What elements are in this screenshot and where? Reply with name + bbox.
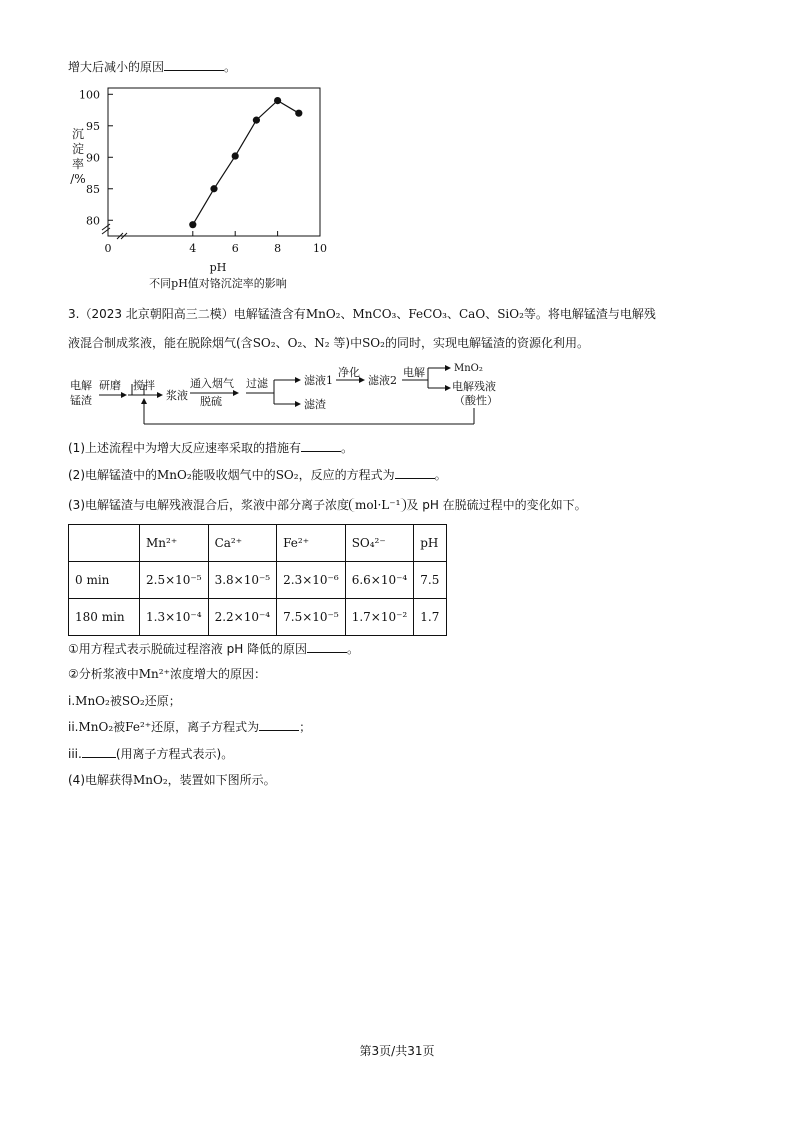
qii-post: 还原，离子方程式为 bbox=[151, 720, 260, 734]
table-header-cell: Ca²⁺ bbox=[208, 525, 277, 562]
flow-start-1: 电解 bbox=[70, 379, 92, 392]
series-line bbox=[193, 101, 299, 225]
flow-filter: 过滤 bbox=[246, 377, 268, 390]
y-axis-label: 淀 bbox=[71, 142, 85, 156]
flow-waste: 电解残液 bbox=[452, 380, 496, 393]
flow-purify: 净化 bbox=[338, 366, 360, 379]
gas-so2: SO₂ bbox=[275, 468, 299, 482]
data-point bbox=[232, 152, 239, 159]
q2-pre: ②分析浆液中 bbox=[68, 667, 139, 681]
gas-so2-2: SO₂ bbox=[362, 336, 385, 350]
table-cell: 7.5×10⁻⁵ bbox=[277, 599, 346, 636]
chart-title: 不同pH值对铬沉淀率的影响 bbox=[149, 277, 287, 290]
table-row bbox=[69, 599, 447, 636]
sub4-pre: (4)电解获得 bbox=[68, 773, 133, 787]
gas-so2: SO₂ bbox=[252, 336, 276, 350]
answer-blank bbox=[395, 466, 435, 479]
q3-line2-mid: )中 bbox=[345, 336, 363, 350]
table-cell: 0 min bbox=[69, 562, 140, 599]
table-cell: 2.2×10⁻⁴ bbox=[208, 599, 277, 636]
table-cell: 2.5×10⁻⁵ bbox=[140, 562, 209, 599]
intro-end: 。 bbox=[224, 60, 237, 74]
sub3 bbox=[68, 496, 587, 513]
table-cell: 1.3×10⁻⁴ bbox=[140, 599, 209, 636]
flow-grind: 研磨 bbox=[99, 379, 121, 392]
plot-frame bbox=[108, 88, 320, 236]
x-tick-label: 8 bbox=[274, 242, 282, 255]
flow-mno2: MnO₂ bbox=[454, 363, 483, 374]
ion-fe: Fe²⁺ bbox=[125, 720, 152, 734]
table-cell: 7.5 bbox=[414, 562, 447, 599]
y-axis-label: /% bbox=[70, 172, 86, 186]
table-cell: 2.3×10⁻⁶ bbox=[277, 562, 346, 599]
sub3-post: 及 pH 在脱硫过程中的变化如下。 bbox=[406, 498, 587, 512]
qi-post: 还原； bbox=[144, 694, 181, 708]
q-circle-2 bbox=[68, 665, 266, 682]
qiii-pre: iii. bbox=[68, 747, 82, 761]
answer-blank bbox=[301, 439, 341, 452]
table-cell: 1.7×10⁻² bbox=[345, 599, 414, 636]
q-i bbox=[68, 692, 181, 709]
q3-line1-rest: 等。将电解锰渣与电解残 bbox=[523, 307, 656, 321]
table-header-cell: SO₄²⁻ bbox=[345, 525, 414, 562]
q3-line2-text: 液混合制成浆液，能在脱除烟气(含 bbox=[68, 336, 253, 350]
y-tick-label: 95 bbox=[86, 119, 100, 133]
y-tick-label: 80 bbox=[86, 214, 100, 228]
page-footer: 第3页/共31页 bbox=[359, 1044, 435, 1058]
q3-line1: 3.（2023 北京朝阳高三二模）电解锰渣含有MnO₂、MnCO₃、FeCO₃、CaO、SiO₂等。将电解锰渣与电解残 bbox=[68, 307, 656, 321]
concentration-unit: mol·L⁻¹ bbox=[349, 498, 406, 512]
sub1-end: 。 bbox=[341, 441, 354, 455]
q3-line2: 液混合制成浆液，能在脱除烟气(含SO₂、O₂、N₂ 等)中SO₂的同时，实现电解锰渣的资源化利用。 bbox=[68, 336, 589, 350]
q3-line2-end: 的同时，实现电解锰渣的资源化利用。 bbox=[384, 336, 589, 350]
qiii-post: (用离子方程式表示)。 bbox=[115, 747, 234, 761]
qii-mid: 被 bbox=[113, 720, 126, 734]
x-tick-label: 4 bbox=[189, 242, 197, 255]
x-tick-label: 6 bbox=[231, 242, 239, 255]
answer-blank bbox=[307, 640, 347, 653]
sub4 bbox=[68, 771, 276, 788]
gas-n2: N₂ 等 bbox=[314, 336, 346, 350]
table-cell: 180 min bbox=[69, 599, 140, 636]
axis-break-marks bbox=[102, 224, 127, 239]
data-point bbox=[274, 97, 281, 104]
flow-slurry: 浆液 bbox=[166, 389, 188, 402]
sub1-text: (1)上述流程中为增大反应速率采取的措施有 bbox=[68, 441, 301, 455]
flow-gas-in: 通入烟气 bbox=[190, 377, 234, 390]
precipitation-chart bbox=[60, 82, 340, 294]
qi-pre: i. bbox=[68, 694, 76, 708]
y-tick-label: 100 bbox=[79, 88, 100, 102]
intro-text: 增大后减小的原因 bbox=[68, 60, 165, 74]
flow-residue: 滤渣 bbox=[304, 398, 326, 411]
table-cell: 6.6×10⁻⁴ bbox=[345, 562, 414, 599]
answer-blank bbox=[164, 58, 224, 71]
data-point bbox=[253, 117, 260, 124]
answer-blank bbox=[259, 718, 299, 731]
gas-so2: SO₂ bbox=[121, 694, 145, 708]
sub3-pre: (3)电解锰渣与电解残液混合后，浆液中部分离子浓度 bbox=[68, 498, 350, 512]
table-cell: 3.8×10⁻⁵ bbox=[208, 562, 277, 599]
data-point bbox=[189, 221, 196, 228]
y-tick-label: 85 bbox=[86, 182, 100, 196]
ion-concentration-table bbox=[68, 524, 447, 636]
table-header-cell: Mn²⁺ bbox=[140, 525, 209, 562]
sub4-post: ，装置如下图所示。 bbox=[167, 773, 276, 787]
qii-end: ； bbox=[299, 720, 312, 734]
intro-line bbox=[68, 58, 236, 75]
flow-stir: 搅拌 bbox=[133, 379, 155, 392]
formula-cao: CaO bbox=[459, 307, 486, 321]
table-header-row bbox=[69, 525, 447, 562]
qii-pre: ii. bbox=[68, 720, 79, 734]
table-header-cell: pH bbox=[414, 525, 447, 562]
gas-o2: O₂ bbox=[287, 336, 303, 350]
data-point bbox=[295, 110, 302, 117]
flow-acidic: （酸性） bbox=[454, 394, 498, 407]
q-ii bbox=[68, 718, 311, 735]
table-cell: 1.7 bbox=[414, 599, 447, 636]
flow-start-2: 锰渣 bbox=[70, 394, 92, 407]
y-tick-label: 90 bbox=[86, 151, 100, 165]
flow-filtrate2: 滤液2 bbox=[368, 374, 397, 387]
q-iii bbox=[68, 745, 233, 762]
x-tick-label: 0 bbox=[104, 242, 112, 255]
y-axis-label: 沉 bbox=[71, 127, 85, 141]
x-tick-label: 10 bbox=[313, 242, 327, 255]
formula-mno2: MnO₂ bbox=[75, 694, 110, 708]
table-row bbox=[69, 562, 447, 599]
sub1 bbox=[68, 439, 353, 456]
sub2-end: 。 bbox=[434, 468, 447, 482]
formula-feco3: FeCO₃ bbox=[408, 307, 447, 321]
flow-filtrate1: 滤液1 bbox=[304, 374, 333, 387]
flow-electrolysis: 电解 bbox=[403, 366, 425, 379]
table-header-cell: Fe²⁺ bbox=[277, 525, 346, 562]
q1-end: 。 bbox=[347, 642, 360, 656]
sub2-pre: (2)电解锰渣中的 bbox=[68, 468, 157, 482]
formula-sio2: SiO₂ bbox=[497, 307, 524, 321]
formula-mno2: MnO₂ bbox=[78, 720, 114, 734]
x-axis-label: pH bbox=[209, 261, 227, 274]
formula-mno2: MnO₂ bbox=[305, 307, 341, 321]
formula-mno2: MnO₂ bbox=[157, 468, 192, 482]
formula-mnco3: MnCO₃ bbox=[352, 307, 397, 321]
table-header-cell bbox=[69, 525, 140, 562]
answer-blank bbox=[82, 745, 116, 758]
sub2-mid: 能吸收烟气中的 bbox=[191, 468, 276, 482]
y-axis-label: 率 bbox=[71, 157, 85, 171]
sub2 bbox=[68, 466, 447, 483]
formula-mno2: MnO₂ bbox=[133, 773, 168, 787]
ion-mn: Mn²⁺ bbox=[138, 667, 170, 681]
qi-mid: 被 bbox=[109, 694, 122, 708]
data-point bbox=[210, 185, 217, 192]
sub2-post: ，反应的方程式为 bbox=[298, 468, 395, 482]
q-circle-1 bbox=[68, 640, 359, 657]
process-flowchart bbox=[66, 360, 498, 430]
q2-post: 浓度增大的原因： bbox=[169, 667, 266, 681]
q3-source: 3.（2023 北京朝阳高三二模）电解锰渣含有 bbox=[68, 307, 306, 321]
q1-text: ①用方程式表示脱硫过程溶液 pH 降低的原因 bbox=[68, 642, 308, 656]
flow-desulf: 脱硫 bbox=[200, 395, 222, 408]
